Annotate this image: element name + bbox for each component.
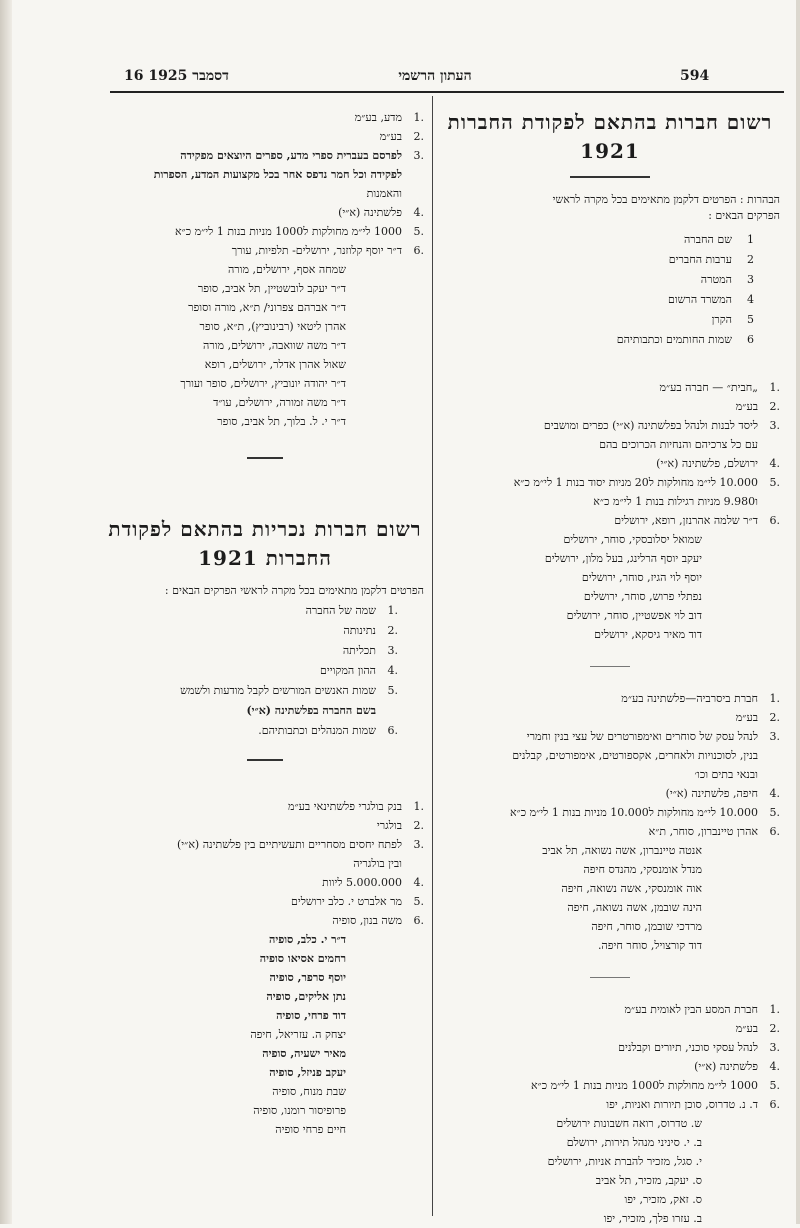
page-edge: [796, 0, 800, 1224]
section-title-foreign: [106, 515, 424, 573]
entry-line: [106, 146, 424, 165]
item-text: פרופיסור רומנו, סופיה: [253, 1104, 346, 1117]
entry-line: [440, 1133, 780, 1152]
entry-line: [106, 317, 424, 336]
entry-line: [440, 530, 780, 549]
entry-line: [440, 230, 754, 250]
entry-line: [106, 892, 424, 911]
company-entry: [440, 1000, 780, 1228]
page-binding-edge: [0, 0, 12, 1224]
item-text: ש. טדרוס, רואה חשבונות ירושלים: [556, 1117, 702, 1130]
intro-text: [440, 192, 780, 224]
item-text: רחמים אסיאו סופיה: [259, 952, 346, 965]
item-text: יוסף לוי הגיז, סוחר, ירושלים: [581, 571, 702, 584]
legend-list: [106, 601, 424, 741]
entry-line: [106, 374, 424, 393]
entry-line: [106, 298, 424, 317]
item-number: .1: [769, 381, 780, 394]
entry-line: [440, 879, 780, 898]
item-number: .1: [387, 604, 398, 617]
item-text: שבת מנוח, סופיה: [272, 1085, 346, 1098]
item-number: .4: [769, 1060, 780, 1073]
item-text: ליסד לבנות ולנהל בפלשתינה (א״י) כפרים ומושבים: [543, 419, 758, 432]
entry-line: [106, 949, 424, 968]
item-text: לפקידה וכל חמר נדפס אחר בכל מקצועות המדע, הספרות: [153, 168, 402, 181]
item-text: בע״מ: [735, 1022, 758, 1035]
entry-line: [440, 784, 780, 803]
item-text: יעקב פניזל, סופיה: [269, 1066, 346, 1079]
section-title-companies: [440, 108, 780, 166]
item-text: אנטה טיינברון, אשה נשואה, תל אביב: [542, 844, 702, 857]
entry-line: [106, 1025, 424, 1044]
item-text: חברת ביסרביה—פלשתינה בע״מ: [621, 692, 758, 705]
entry-line: [440, 625, 780, 644]
company-entry: [440, 378, 780, 644]
item-text: תכליתה: [342, 644, 376, 657]
intro-text: [106, 583, 424, 599]
item-text: שמות החותמים וכתבותיהם: [616, 333, 732, 346]
item-text: אהרן טיינברון, סוחר, ת״א: [648, 825, 758, 838]
item-text: י. סגל, מזכיר להברת אניות, ירושלים: [547, 1155, 702, 1168]
entry-line: [440, 898, 780, 917]
entry-separator: [247, 759, 283, 761]
entry-line: [440, 1152, 780, 1171]
item-number: .5: [769, 476, 780, 489]
entry-line: [106, 1120, 424, 1139]
item-text: חיפה, פלשתינה (א״י): [665, 787, 758, 800]
item-number: .6: [769, 1098, 780, 1111]
item-text: בע״מ: [379, 130, 402, 143]
entry-line: [440, 330, 754, 350]
item-text: מנדל אומנסקי, מהנדס חיפה: [583, 863, 702, 876]
entry-line: [440, 310, 754, 330]
item-text: לפתח יחסים מסחריים ותעשיתיים בין פלשתינה (א״י): [176, 838, 402, 851]
entry-line: [106, 336, 424, 355]
entry-line: [106, 968, 424, 987]
item-text: שם החברה: [683, 233, 732, 246]
item-text: ובין בולגריה: [353, 857, 402, 870]
entry-line: [106, 165, 424, 184]
item-text: ד״ר יעקב לובשטיין, תל אביב, סופר: [197, 282, 346, 295]
company-entry: [106, 108, 424, 431]
item-text: ס. יעקב, מזכיר, תל אביב: [595, 1174, 702, 1187]
item-text: חיים פרחי סופיה: [275, 1123, 346, 1136]
item-text: ד״ר י. ל. בלוך, תל אביב, סופר: [217, 415, 346, 428]
entry-line: [440, 250, 754, 270]
item-text: בע״מ: [735, 400, 758, 413]
item-text: מרדכי שובמן, סוחר, חיפה: [591, 920, 702, 933]
item-text: ד״ר י. כלב, סופיה: [269, 933, 346, 946]
item-text: ערבות החברים: [668, 253, 732, 266]
entry-line: [440, 936, 780, 955]
item-number: 4: [747, 293, 754, 306]
entry-line: [440, 1000, 780, 1019]
item-text: המטרה: [700, 273, 732, 286]
item-text: ד״ר אברהם צפרוני/ ת״א, מורה וסופר: [188, 301, 346, 314]
item-text: ו9.980 מניות רגילות בנות 1 לי״מ כ״א: [593, 495, 758, 508]
item-number: .2: [769, 1022, 780, 1035]
section-title-line: רשום חברות בהתאם לפקודת החברות: [447, 110, 773, 134]
entry-line: [440, 397, 780, 416]
item-text: עם כל צרכיהם והנחיות הכרוכים בהם: [599, 438, 758, 451]
entry-line: [106, 911, 424, 930]
entry-line: [106, 816, 424, 835]
entry-line: [106, 1006, 424, 1025]
item-text: מדע, בע״מ: [354, 111, 402, 124]
item-text: „חבית״ — חברה בע״מ: [659, 381, 758, 394]
item-number: .6: [769, 825, 780, 838]
item-text: ירושלם, פלשתינה (א״י): [656, 457, 758, 470]
item-text: פלשתינה (א״י): [338, 206, 402, 219]
item-text: נתינותה: [343, 624, 376, 637]
legend-list: [440, 230, 780, 350]
item-text: שמואל יסלובסקי, סוחר, ירושלים: [563, 533, 702, 546]
entry-line: [440, 1114, 780, 1133]
entry-line: [106, 393, 424, 412]
entry-line: [440, 1057, 780, 1076]
entry-line: [440, 1209, 780, 1228]
item-number: .4: [387, 664, 398, 677]
item-text: שמות המנהלים וכתבותיהם.: [258, 724, 376, 737]
section-title-line: רשום חברות נכריות בהתאם לפקודת: [108, 517, 422, 541]
entry-line: [440, 917, 780, 936]
item-text: מאיר ישעיה, סופיה: [262, 1047, 346, 1060]
item-text: יוסף סרפר, סופיה: [269, 971, 346, 984]
item-number: .4: [769, 457, 780, 470]
entry-line: [440, 511, 780, 530]
entry-line: [106, 279, 424, 298]
company-entries: [440, 378, 780, 1228]
entry-line: [106, 127, 424, 146]
entry-line: [106, 203, 424, 222]
item-number: .1: [413, 111, 424, 124]
section-title-line: החברות 1921: [198, 546, 332, 570]
entry-line: [106, 1101, 424, 1120]
entry-line: [440, 270, 754, 290]
item-number: 1: [747, 233, 754, 246]
item-number: .2: [413, 130, 424, 143]
right-column: [440, 108, 780, 1228]
item-number: .6: [769, 514, 780, 527]
item-text: ב. י. סיניני מנהל תירות, ירושלם: [566, 1136, 702, 1149]
item-text: ההון המקויים: [320, 664, 376, 677]
entry-line: [440, 587, 780, 606]
entry-line: [106, 1063, 424, 1082]
section-title-line: 1921: [580, 139, 640, 163]
entry-line: [440, 1019, 780, 1038]
item-text: יצחק ה. עזריאל, חיפה: [250, 1028, 346, 1041]
item-text: הקרן: [711, 313, 732, 326]
item-text: דוב לוי אפשטיין, סוחר, ירושלים: [566, 609, 702, 622]
item-text: 10.000 לי״מ מחולקות ל10.000 מניות בנות 1 לי״מ כ״א: [509, 806, 758, 819]
entry-line: [106, 930, 424, 949]
entry-line: [440, 822, 780, 841]
entry-line: [106, 661, 398, 681]
company-entry: [106, 797, 424, 1139]
item-text: שאול אהרן אדלר, ירושלים, רופא: [204, 358, 346, 371]
item-number: .2: [413, 819, 424, 832]
item-number: .6: [413, 914, 424, 927]
entry-line: [106, 797, 424, 816]
entry-line: [106, 701, 398, 721]
entry-line: [440, 549, 780, 568]
company-entry: [440, 689, 780, 955]
header-page-number: 594: [680, 68, 710, 84]
item-number: .3: [769, 730, 780, 743]
entry-line: [440, 473, 780, 492]
item-number: .3: [769, 419, 780, 432]
entry-line: [440, 803, 780, 822]
entry-line: [440, 746, 780, 765]
entry-line: [106, 1082, 424, 1101]
item-text: דוד קורצויל, סוחר חיפה.: [597, 939, 702, 952]
item-number: 3: [747, 273, 754, 286]
item-number: .5: [769, 806, 780, 819]
item-text: המשרד הרשום: [667, 293, 732, 306]
item-number: 6: [747, 333, 754, 346]
entry-separator: [590, 977, 630, 978]
entry-line: [106, 835, 424, 854]
item-text: 10.000 לי״מ מחולקות ל20 מניות יסוד בנות 1 לי״מ כ״א: [513, 476, 758, 489]
entry-line: [440, 689, 780, 708]
item-text: ד. נ. טדרוס, סוכן תיורות ואניות, יפו: [606, 1098, 758, 1111]
entry-line: [440, 435, 780, 454]
item-number: .4: [769, 787, 780, 800]
item-number: .5: [413, 895, 424, 908]
item-text: אהרן ליטאי (רבינוביץ), ת״א, סופר: [199, 320, 346, 333]
header-date: 16 דסמבר 1925: [124, 68, 229, 84]
entry-line: [440, 378, 780, 397]
entry-line: [440, 765, 780, 784]
entry-line: [106, 641, 398, 661]
item-text: ד״ר משה זמורה, ירושלים, עו״ד: [213, 396, 346, 409]
item-number: .2: [769, 711, 780, 724]
item-number: .1: [769, 692, 780, 705]
item-number: .1: [769, 1003, 780, 1016]
left-column: [106, 108, 424, 1139]
item-text: ב. עזרו פלך, מזכיר, יפו: [603, 1212, 702, 1225]
item-number: .5: [769, 1079, 780, 1092]
item-number: .4: [413, 206, 424, 219]
entry-line: [440, 708, 780, 727]
item-text: בולגרי: [376, 819, 402, 832]
item-text: הינה שובמן, אשה נשואה, חיפה: [567, 901, 702, 914]
entry-line: [440, 1190, 780, 1209]
intro-line: הבהרות : הפרטים דלקמן מתאימים בכל מקרה לראשי: [552, 193, 780, 206]
intro-line: הפרטים דלקמן מתאימים בכל מקרה לראשי הפרקים הבאים :: [164, 584, 424, 597]
entry-line: [440, 606, 780, 625]
item-text: 1000 לי״מ מחולקות ל1000 מניות בנות 1 לי״מ כ״א: [174, 225, 402, 238]
title-separator: [570, 176, 650, 178]
item-text: אוה אומנסקי, אשה נשואה, חיפה: [561, 882, 702, 895]
item-text: והאמנות: [366, 187, 402, 200]
item-number: .6: [413, 244, 424, 257]
item-text: שמה של החברה: [305, 604, 376, 617]
item-text: בנק בולגרי פלשתינאי בע״מ: [287, 800, 402, 813]
header-title: העתון הרשמי: [398, 68, 472, 84]
item-text: לנהל עסקי סוכני, תיורים וקבלנים: [618, 1041, 758, 1054]
entry-line: [440, 492, 780, 511]
entry-line: [106, 184, 424, 203]
item-number: .2: [387, 624, 398, 637]
entry-line: [440, 568, 780, 587]
item-number: .2: [769, 400, 780, 413]
item-text: פלשתינה (א״י): [694, 1060, 758, 1073]
item-number: .3: [387, 644, 398, 657]
entry-line: [106, 601, 398, 621]
item-number: .5: [387, 684, 398, 697]
item-text: ס. זאק, מזכיר, יפו: [624, 1193, 702, 1206]
entry-line: [440, 860, 780, 879]
entry-line: [106, 412, 424, 431]
item-text: ד״ר שלמה אהרנזן, רופא, ירושלים: [614, 514, 758, 527]
company-entries-top: [106, 108, 424, 431]
entry-line: [106, 854, 424, 873]
entry-line: [440, 1171, 780, 1190]
item-text: 1000 לי״מ מחולקות ל1000 מניות בנות 1 לי״מ כ״א: [530, 1079, 758, 1092]
item-text: נתן אליקים, סופיה: [266, 990, 346, 1003]
entry-line: [106, 222, 424, 241]
entry-line: [106, 1044, 424, 1063]
item-number: .3: [413, 838, 424, 851]
item-text: משה בנון, סופיה: [332, 914, 402, 927]
item-text: ד״ר יהודה יונוביץ, ירושלים, סופר ועורך: [180, 377, 346, 390]
entry-line: [106, 355, 424, 374]
item-text: 5.000.000 ליוות: [322, 876, 402, 889]
item-text: שמחה אסף, ירושלים, מורה: [227, 263, 346, 276]
header-rule: [110, 91, 784, 93]
item-text: לפרסם בעברית ספרי מדע, ספרים היוצאים מפקידה: [180, 149, 402, 162]
item-text: יעקב יוסף הרלינג, בעל מלון, ירושלים: [544, 552, 702, 565]
column-divider: [432, 96, 433, 1216]
item-number: .1: [413, 800, 424, 813]
item-text: דוד פרחי, סופיה: [276, 1009, 346, 1022]
item-text: ד״ר יוסף קלוזנר, ירושלים- תלפיות, עורך: [231, 244, 402, 257]
entry-line: [106, 108, 424, 127]
entry-line: [440, 1076, 780, 1095]
item-text: בשם החברה בפלשתינה (א״י): [246, 704, 376, 717]
intro-line: הפרקים הבאים :: [708, 209, 780, 222]
entry-line: [106, 241, 424, 260]
entry-line: [440, 841, 780, 860]
entry-line: [106, 260, 424, 279]
item-text: בנין, לסוכנויות ולאחרים, אקספורטים, אימפורטים, קבלנים: [512, 749, 758, 762]
item-text: נפתלי פרוש, סוחר, ירושלים: [583, 590, 702, 603]
item-text: לנהל עסק של סוחרים ואימפורטרים של עצי בנין וחמרי: [526, 730, 758, 743]
entry-line: [106, 681, 398, 701]
item-number: .3: [413, 149, 424, 162]
entry-line: [440, 454, 780, 473]
item-text: שמות האנשים המורשים לקבל מודעות ולשמש: [180, 684, 376, 697]
item-number: 5: [747, 313, 754, 326]
item-number: .5: [413, 225, 424, 238]
entry-line: [106, 987, 424, 1006]
item-number: 2: [747, 253, 754, 266]
entry-line: [106, 721, 398, 741]
item-text: מר אלברט י. כלב ירושלים: [291, 895, 402, 908]
entry-line: [440, 416, 780, 435]
item-text: בע״מ: [735, 711, 758, 724]
item-number: .4: [413, 876, 424, 889]
item-number: .6: [387, 724, 398, 737]
entry-line: [440, 1038, 780, 1057]
item-text: ד״ר משה שוואבה, ירושלים, מורה: [203, 339, 346, 352]
entry-line: [440, 1095, 780, 1114]
entry-separator: [590, 666, 630, 667]
entry-line: [106, 621, 398, 641]
item-number: .3: [769, 1041, 780, 1054]
item-text: דוד מאיר גיסקא, ירושלים: [594, 628, 702, 641]
company-entries-bottom: [106, 797, 424, 1139]
item-text: חברת המסע הבין לאומית בע״מ: [624, 1003, 758, 1016]
entry-line: [106, 873, 424, 892]
entry-separator: [247, 457, 283, 459]
entry-line: [440, 727, 780, 746]
entry-line: [440, 290, 754, 310]
item-text: ובנאי בתים וכו׳: [694, 768, 758, 781]
